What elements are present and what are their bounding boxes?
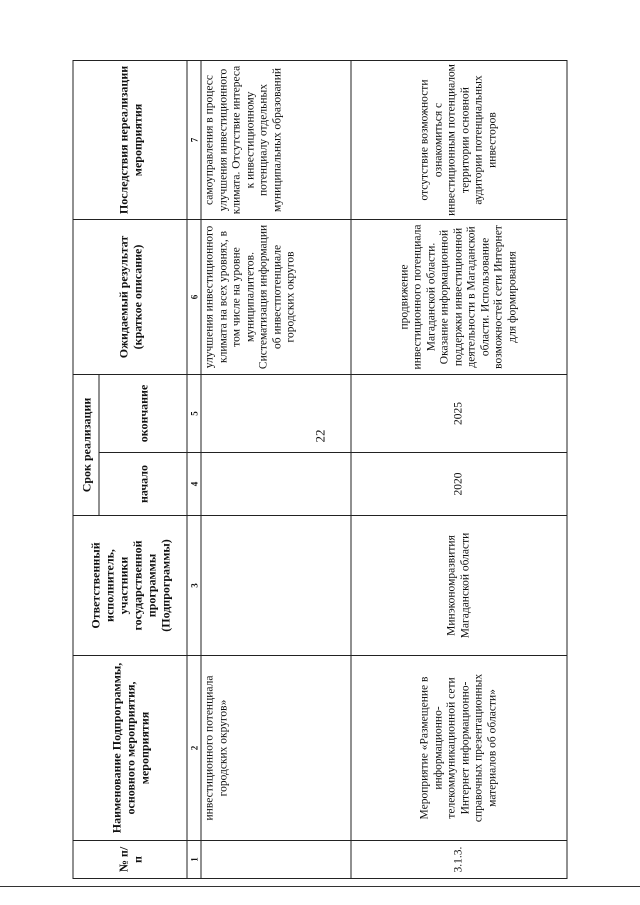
cell-responsible: Минэкономразвития Магаданской области xyxy=(351,516,567,656)
header-result: Ожидаемый результат (краткое описание) xyxy=(73,219,187,374)
rotated-table-container xyxy=(73,61,568,879)
table-row xyxy=(351,60,567,878)
header-period: Срок реализации xyxy=(73,374,99,515)
cell-consequences: отсутствие возможности ознакомиться с инвестиционным потенциалом территории основной аудитории потенциальных инвесторов xyxy=(351,60,567,219)
cell-num: 3.1.3. xyxy=(351,841,567,879)
column-number: 2 xyxy=(187,656,201,841)
cell-start xyxy=(201,453,351,516)
cell-responsible xyxy=(201,516,351,656)
cell-consequences: самоуправления в процесс улучшения инвестиционного климата. Отсутствие интереса к инвестиционному потенциалу отдельных муниципальных образований xyxy=(201,60,351,219)
header-end: окончание xyxy=(99,374,187,452)
column-number: 5 xyxy=(187,374,201,452)
measures-table xyxy=(73,60,568,879)
column-number: 6 xyxy=(187,219,201,374)
column-number: 3 xyxy=(187,516,201,656)
cell-name: инвестиционного потенциала городских округов» xyxy=(201,656,351,841)
table-row xyxy=(201,60,351,878)
column-number: 1 xyxy=(187,841,201,879)
cell-end xyxy=(201,374,351,452)
cell-result: улучшения инвестиционного климата на всех уровнях, в том числе на уровне муниципалитетов. Систематизация информации об инвестпотенциале городских округов xyxy=(201,219,351,374)
column-number: 4 xyxy=(187,453,201,516)
header-consequences: Последствия нереализации мероприятия xyxy=(73,60,187,219)
cell-end: 2025 xyxy=(351,374,567,452)
cell-start: 2020 xyxy=(351,453,567,516)
header-start: начало xyxy=(99,453,187,516)
header-responsible: Ответственный исполнитель, участники государственной программы (Подпрограммы) xyxy=(73,516,187,656)
bottom-rule xyxy=(0,886,640,887)
cell-result: продвижение инвестиционного потенциала Магаданской области. Оказание информационной поддержки инвестиционной деятельности в Магаданской области. Использование возможностей сети Интернет для формирования xyxy=(351,219,567,374)
cell-name: Мероприятие «Размещение в информационно-телекоммуникационной сети Интернет информационно-справочных презентационных материалов об области» xyxy=(351,656,567,841)
header-num: № п/п xyxy=(73,841,187,879)
column-number-row xyxy=(187,60,201,878)
page-number-text: 22 xyxy=(312,429,327,443)
cell-num xyxy=(201,841,351,879)
column-number: 7 xyxy=(187,60,201,219)
header-name: Наименование Подпрограммы, основного мероприятия, мероприятия xyxy=(73,656,187,841)
